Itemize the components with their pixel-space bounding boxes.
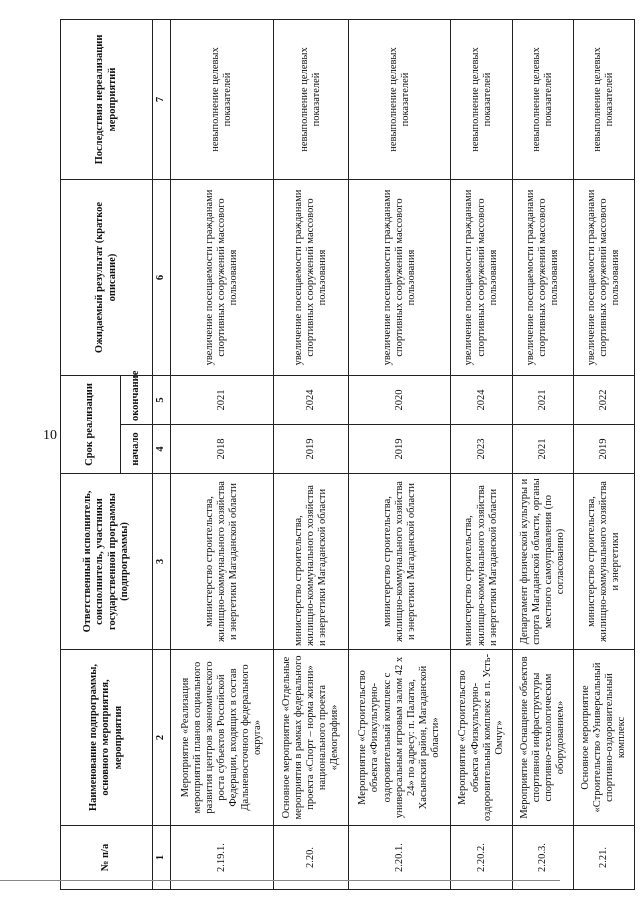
row-consequences: невыполнение целевых показателей xyxy=(171,20,274,180)
row-num: 2.20. xyxy=(273,826,348,890)
page-number: 10 xyxy=(43,428,57,443)
header-executor: Ответственный исполнитель, соисполнитель, участники государственной программы (подпрограммы) xyxy=(61,474,153,650)
row-executor: министерство строительства, жилищно-коммунального хозяйства и энергетики Магаданской области xyxy=(451,474,512,650)
row-end: 2024 xyxy=(451,376,512,425)
row-result: увеличение посещаемости гражданами спортивных сооружений массового пользования xyxy=(273,180,348,376)
row-num: 2.21. xyxy=(573,826,634,890)
row-consequences: невыполнение целевых показателей xyxy=(573,20,634,180)
row-start: 2019 xyxy=(348,425,451,474)
header-start: начало xyxy=(121,425,153,474)
row-start: 2019 xyxy=(273,425,348,474)
header-end: окончание xyxy=(121,376,153,425)
rotated-table-container xyxy=(60,20,635,890)
row-executor: Департамент физической культуры и спорта Магаданской области, органы местного самоуправления (по согласованию) xyxy=(512,474,573,650)
table-row xyxy=(573,20,634,890)
scan-edge-line xyxy=(0,880,560,881)
row-executor: министерство строительства, жилищно-коммунального хозяйства и энергетики Магаданской области xyxy=(348,474,451,650)
table-row xyxy=(451,20,512,890)
row-consequences: невыполнение целевых показателей xyxy=(348,20,451,180)
row-end: 2022 xyxy=(573,376,634,425)
table-row xyxy=(171,20,274,890)
row-num: 2.20.3. xyxy=(512,826,573,890)
row-num: 2.20.2. xyxy=(451,826,512,890)
column-number: 5 xyxy=(153,376,171,425)
header-num: № п/а xyxy=(61,826,153,890)
row-result: увеличение посещаемости гражданами спортивных сооружений массового пользования xyxy=(512,180,573,376)
row-name: Мероприятие «Строительство объекта «Физкультурно-оздоровительный комплекс в п. Усть-Омчуг» xyxy=(451,650,512,826)
table-row xyxy=(348,20,451,890)
row-end: 2024 xyxy=(273,376,348,425)
row-consequences: невыполнение целевых показателей xyxy=(451,20,512,180)
column-number: 3 xyxy=(153,474,171,650)
row-consequences: невыполнение целевых показателей xyxy=(512,20,573,180)
row-start: 2023 xyxy=(451,425,512,474)
row-name: Мероприятие «Оснащение объектов спортивной инфраструктуры спортивно-технологическим оборудованием» xyxy=(512,650,573,826)
measures-table xyxy=(60,19,635,890)
row-executor: министерство строительства, жилищно-коммунального хозяйства и энергетики Магаданской области xyxy=(171,474,274,650)
column-number: 1 xyxy=(153,826,171,890)
row-result: увеличение посещаемости гражданами спортивных сооружений массового пользования xyxy=(573,180,634,376)
row-start: 2021 xyxy=(512,425,573,474)
row-num: 2.20.1. xyxy=(348,826,451,890)
row-end: 2020 xyxy=(348,376,451,425)
header-term: Срок реализации xyxy=(61,376,121,474)
row-executor: министерство строительства, жилищно-коммунального хозяйства и энергетики Магаданской области xyxy=(273,474,348,650)
column-number: 7 xyxy=(153,20,171,180)
row-executor: министерство строительства, жилищно-коммунального хозяйства и энергетики xyxy=(573,474,634,650)
row-result: увеличение посещаемости гражданами спортивных сооружений массового пользования xyxy=(348,180,451,376)
row-name: Мероприятие «Реализация мероприятий планов социального развития центров экономического роста субъектов Российской Федерации, входящих в состав Дальневосточного федерального округа» xyxy=(171,650,274,826)
row-name: Основное мероприятие «Отдельные мероприятия в рамках федерального проекта «Спорт – норма жизни» национального проекта «Демография» xyxy=(273,650,348,826)
column-number: 2 xyxy=(153,650,171,826)
column-number: 4 xyxy=(153,425,171,474)
row-consequences: невыполнение целевых показателей xyxy=(273,20,348,180)
header-row xyxy=(61,20,121,890)
row-end: 2021 xyxy=(171,376,274,425)
row-start: 2018 xyxy=(171,425,274,474)
row-num: 2.19.1. xyxy=(171,826,274,890)
row-result: увеличение посещаемости гражданами спортивных сооружений массового пользования xyxy=(171,180,274,376)
row-result: увеличение посещаемости гражданами спортивных сооружений массового пользования xyxy=(451,180,512,376)
header-result: Ожидаемый результат (краткое описание) xyxy=(61,180,153,376)
table-row xyxy=(512,20,573,890)
column-number: 6 xyxy=(153,180,171,376)
row-end: 2021 xyxy=(512,376,573,425)
row-start: 2019 xyxy=(573,425,634,474)
table-row xyxy=(273,20,348,890)
row-name: Основное мероприятие «Строительство «Универсальный спортивно-оздоровительный комплекс xyxy=(573,650,634,826)
header-name: Наименование подпрограммы, основного мероприятия, мероприятия xyxy=(61,650,153,826)
column-number-row xyxy=(153,20,171,890)
header-consequences: Последствия нереализации мероприятий xyxy=(61,20,153,180)
row-name: Мероприятие «Строительство объекта «Физкультурно-оздоровительный комплекс с универсальным игровым залом 42 х 24» по адресу: п. Палатка, Хасынский район, Магаданской области» xyxy=(348,650,451,826)
